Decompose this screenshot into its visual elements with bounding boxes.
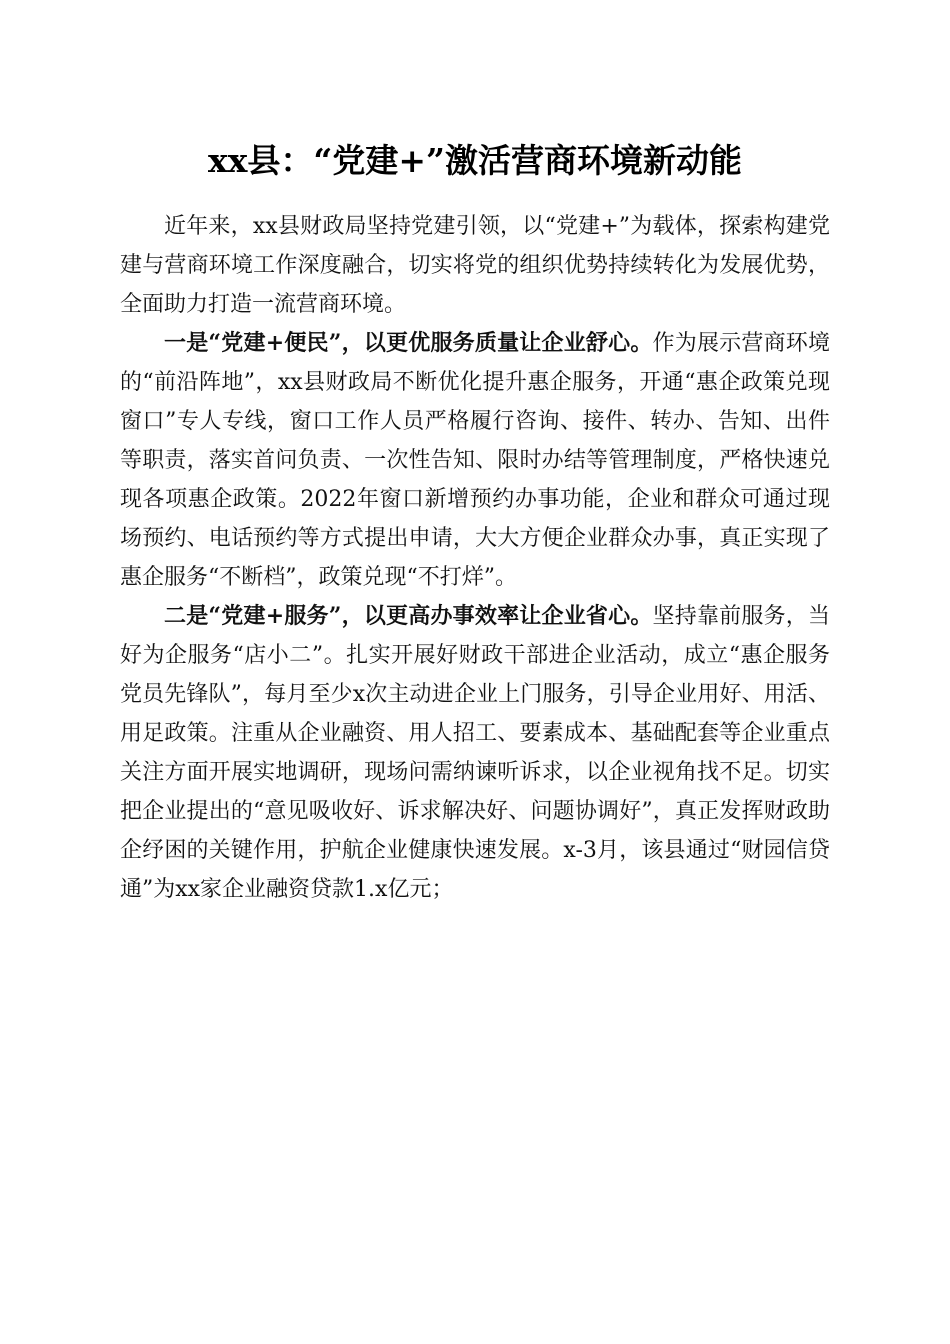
paragraph-two-text: 坚持靠前服务，当好为企服务“店小二”。扎实开展好财政干部进企业活动，成立“惠企服务党员先锋队”，每月至少x次主动进企业上门服务，引导企业用好、用活、用足政策。注重从企业融资、用人招工、要素成本、基础配套等企业重点关注方面开展实地调研，现场问需纳谏听诉求，以企业视角找不足。切实把企业提出的“意见吸收好、诉求解决好、问题协调好”，真正发挥财政助企纾困的关键作用，护航企业健康快速发展。x-3月，该县通过“财园信贷通”为xx家企业融资贷款1.x亿元； bbox=[120, 604, 830, 902]
paragraph-one-text: 作为展示营商环境的“前沿阵地”，xx县财政局不断优化提升惠企服务，开通“惠企政策兑现窗口”专人专线，窗口工作人员严格履行咨询、接件、转办、告知、出件等职责，落实首问负责、一次性告知、限时办结等管理制度，严格快速兑现各项惠企政策。2022年窗口新增预约办事功能，企业和群众可通过现场预约、电话预约等方式提出申请，大大方便企业群众办事，真正实现了惠企服务“不断档”，政策兑现“不打烊”。 bbox=[120, 331, 830, 590]
paragraph-one bbox=[120, 324, 830, 597]
paragraph-two bbox=[120, 597, 830, 909]
document-body bbox=[120, 207, 830, 909]
paragraph-intro bbox=[120, 207, 830, 324]
paragraph-two-heading: 二是“党建+服务”，以更高办事效率让企业省心。 bbox=[164, 603, 653, 629]
document-title: xx县：“党建+”激活营商环境新动能 bbox=[208, 141, 742, 180]
paragraph-one-heading: 一是“党建+便民”，以更优服务质量让企业舒心。 bbox=[164, 330, 653, 356]
paragraph-intro-text: 近年来，xx县财政局坚持党建引领，以“党建+”为载体，探索构建党建与营商环境工作深度融合，切实将党的组织优势持续转化为发展优势，全面助力打造一流营商环境。 bbox=[120, 214, 830, 317]
